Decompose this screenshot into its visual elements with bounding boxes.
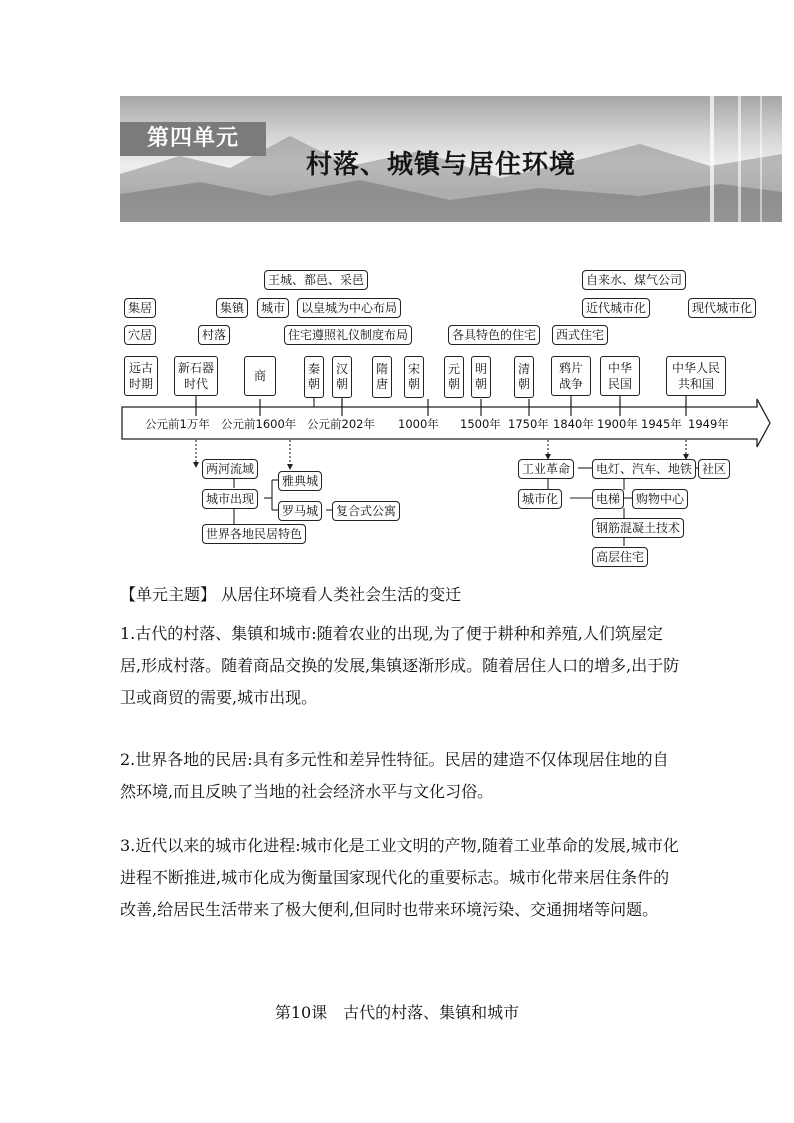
topic-box: 高层住宅	[592, 547, 648, 567]
paragraph: 1.古代的村落、集镇和城市:随着农业的出现,为了便于耕种和养殖,人们筑屋定居,形成村落。随着商品交换的发展,集镇逐渐形成。随着居住人口的增多,出于防卫或商贸的需要,城市出现。	[120, 624, 680, 707]
era-box: 鸦片战争	[551, 356, 591, 396]
topic-box: 住宅遵照礼仪制度布局	[284, 325, 412, 345]
era-box: 商	[244, 356, 276, 396]
topic-box: 工业革命	[518, 459, 574, 479]
topic-box: 电梯	[592, 489, 624, 509]
year-label: 公元前202年	[307, 417, 375, 431]
topic-box: 村落	[198, 325, 230, 345]
topic-box: 西式住宅	[552, 325, 608, 345]
unit-label: 第四单元	[120, 122, 266, 156]
era-box: 隋唐	[372, 356, 392, 398]
era-box: 新石器时代	[174, 356, 218, 396]
topic-box: 王城、都邑、采邑	[264, 270, 368, 290]
topic-box: 现代城市化	[688, 298, 756, 318]
lesson-title: 第10课 古代的村落、集镇和城市	[274, 1003, 520, 1022]
era-box: 元朝	[444, 356, 464, 398]
year-label: 1500年	[460, 417, 501, 431]
year-label: 1840年	[553, 417, 594, 431]
era-box: 汉朝	[332, 356, 352, 398]
topic-box: 社区	[698, 459, 730, 479]
year-label: 1750年	[508, 417, 549, 431]
topic-box: 雅典城	[278, 471, 322, 491]
topic-box: 穴居	[124, 325, 156, 345]
paragraph: 2.世界各地的民居:具有多元性和差异性特征。民居的建造不仅体现居住地的自然环境,而且反映了当地的社会经济水平与文化习俗。	[120, 750, 669, 801]
year-label: 1945年	[641, 417, 682, 431]
topic-box: 城市	[257, 298, 289, 318]
era-box: 清朝	[514, 356, 534, 398]
topic-box: 罗马城	[278, 501, 322, 521]
era-box: 中华民国	[600, 356, 640, 396]
unit-theme: 【单元主题】 从居住环境看人类社会生活的变迁	[120, 585, 462, 604]
topic-box: 自来水、煤气公司	[582, 270, 686, 290]
topic-box: 城市出现	[202, 489, 258, 509]
year-label: 1000年	[398, 417, 439, 431]
topic-box: 钢筋混凝土技术	[592, 518, 684, 538]
era-box: 明朝	[471, 356, 491, 398]
unit-title: 村落、城镇与居住环境	[306, 150, 577, 180]
era-box: 远古时期	[124, 356, 158, 396]
topic-box: 各具特色的住宅	[448, 325, 540, 345]
topic-box: 集镇	[216, 298, 248, 318]
era-box: 秦朝	[304, 356, 324, 398]
topic-box: 近代城市化	[582, 298, 650, 318]
topic-box: 城市化	[518, 489, 562, 509]
topic-box: 世界各地民居特色	[202, 524, 306, 544]
topic-box: 集居	[124, 298, 156, 318]
year-label: 1900年	[597, 417, 638, 431]
topic-box: 两河流域	[202, 459, 258, 479]
year-label: 公元前1600年	[221, 417, 297, 431]
year-label: 公元前1万年	[145, 417, 210, 431]
topic-box: 电灯、汽车、地铁	[592, 459, 696, 479]
topic-box: 购物中心	[632, 489, 688, 509]
paragraph: 3.近代以来的城市化进程:城市化是工业文明的产物,随着工业革命的发展,城市化进程不断推进,城市化成为衡量国家现代化的重要标志。城市化带来居住条件的改善,给居民生活带来了极大便利,但同时也带来环境污染、交通拥堵等问题。	[120, 836, 679, 919]
era-box: 中华人民共和国	[666, 356, 726, 396]
era-box: 宋朝	[404, 356, 424, 398]
topic-box: 复合式公寓	[332, 501, 400, 521]
topic-box: 以皇城为中心布局	[297, 298, 401, 318]
year-label: 1949年	[688, 417, 729, 431]
